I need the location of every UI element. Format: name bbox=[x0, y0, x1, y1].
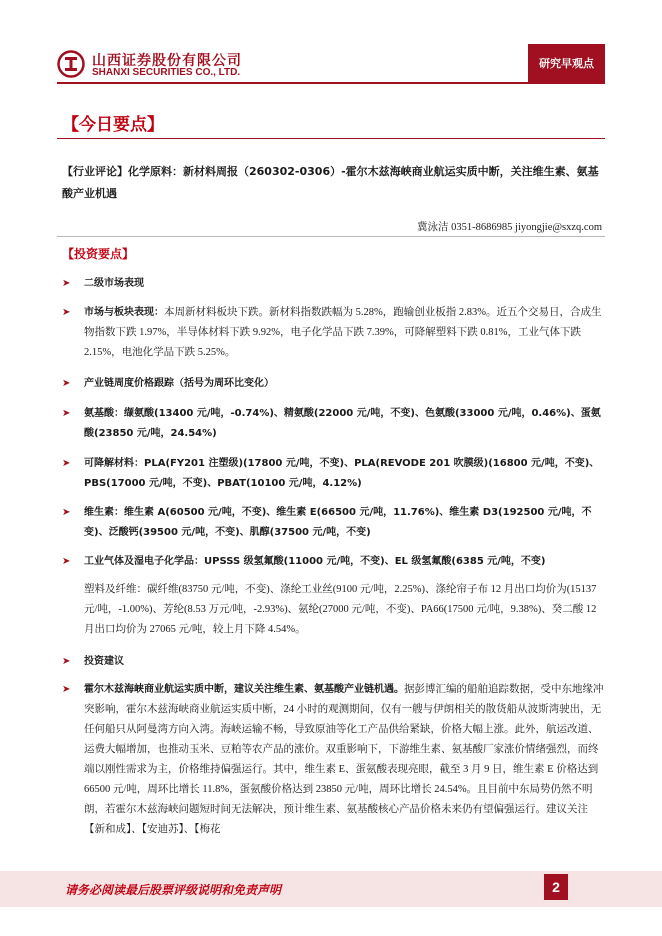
headline: 【行业评论】化学原料：新材料周报（260302-0306）-霍尔木兹海峡商业航运实质中断，关注维生素、氨基酸产业机遇 bbox=[62, 165, 599, 200]
arrow-bullet-icon: ➤ bbox=[62, 458, 71, 469]
report-type-tab: 研究早观点 bbox=[528, 44, 605, 82]
bullet-heading: 市场与板块表现： bbox=[84, 307, 164, 318]
bullet-heading: 维生素：维生素 A(60500 元/吨，不变)、维生素 E(66500 元/吨，11.76%)、维生素 D3(192500 元/吨，不变)、泛酸钙(39500 元/吨，不变)、肌醇(37500 元/吨，不变) bbox=[84, 507, 592, 538]
bullet-heading: 氨基酸：缬氨酸(13400 元/吨，-0.74%)、精氨酸(22000 元/吨，不变)、色氨酸(33000 元/吨，0.46%)、蛋氨酸(23850 元/吨，24.54%) bbox=[84, 408, 601, 439]
arrow-bullet-icon: ➤ bbox=[62, 684, 71, 695]
bullet-item bbox=[62, 552, 607, 572]
bullet-text: 据彭博汇编的船舶追踪数据，受中东地缘冲突影响，霍尔木兹海峡商业航运实质中断，24 小时的观测期间，仅有一艘与伊朗相关的散货船从波斯湾驶出，无任何船只从阿曼湾方向入湾。海峡运输不畅，导致原油等化工产品供给紧缺，价格大幅上涨。此外，航运改道、运费大幅增加，也推动玉米、豆粕等农产品的涨价。双重影响下，下游维生素、氨基酸厂家涨价情绪强烈，而终端以刚性需求为主，价格维持偏强运行。其中，维生素 E、蛋氨酸表现亮眼，截至 3 月 9 日，维生素 E 价格达到 66500 元/吨，周环比增长 11.8%，蛋氨酸价格达到 23850 元/吨，周环比增长 24.54%。且目前中东局势仍然不明朗，若霍尔木兹海峡问题短时间无法解决，预计维生素、氨基酸核心产品价格未来仍有望偏强运行。建议关注【新和成】、【安迪苏】、【梅花 bbox=[84, 684, 604, 835]
page-number: 2 bbox=[544, 874, 568, 900]
header-divider bbox=[57, 82, 605, 84]
plain-paragraph bbox=[62, 580, 607, 640]
bullet-item bbox=[62, 374, 607, 394]
arrow-bullet-icon: ➤ bbox=[62, 656, 71, 667]
footer-disclaimer: 请务必阅读最后股票评级说明和免责声明 bbox=[65, 883, 282, 897]
bullet-heading: 二级市场表现 bbox=[84, 278, 144, 289]
title-divider bbox=[57, 138, 605, 139]
bullet-item bbox=[62, 652, 607, 672]
bullet-heading: 可降解材料：PLA(FY201 注塑级)(17800 元/吨，不变)、PLA(REVODE 201 吹膜级)(16800 元/吨，不变)、PBS(17000 元/吨，不变)、PBAT(10100 元/吨，4.12%) bbox=[84, 458, 600, 489]
bullet-heading: 投资建议 bbox=[84, 656, 124, 667]
author-contact: 冀泳洁 0351-8686985 jiyongjie@sxzq.com bbox=[417, 222, 602, 233]
bullet-text: 本周新材料板块下跌。新材料指数跌幅为 5.28%，跑输创业板指 2.83%。近五个交易日，合成生物指数下跌 1.97%，半导体材料下跌 9.92%，电子化学品下跌 7.39%，可降解塑料下跌 0.81%，工业气体下跌 2.15%，电池化学品下跌 5.25%。 bbox=[84, 307, 602, 358]
arrow-bullet-icon: ➤ bbox=[62, 307, 71, 318]
section-title: 【投资要点】 bbox=[62, 247, 135, 261]
company-logo bbox=[57, 50, 85, 78]
arrow-bullet-icon: ➤ bbox=[62, 408, 71, 419]
bullet-item bbox=[62, 503, 607, 543]
paragraph-text: 塑料及纤维：碳纤维(83750 元/吨，不变)、涤纶工业丝(9100 元/吨，2.25%)、涤纶帘子布 12 月出口均价为(15137 元/吨，-1.00%)、芳纶(8.53 万元/吨，-2.93%)、氨纶(27000 元/吨，不变)、PA66(17500 元/吨，9.38%)、癸二酸 12 月出口均价为 27065 元/吨，较上月下降 4.54%。 bbox=[84, 584, 597, 635]
bullet-item bbox=[62, 454, 607, 494]
bullet-heading: 霍尔木兹海峡商业航运实质中断，建议关注维生素、氨基酸产业链机遇。 bbox=[84, 684, 404, 695]
bullet-item bbox=[62, 404, 607, 444]
bullet-heading: 工业气体及湿电子化学品：UPSSS 级氢氟酸(11000 元/吨，不变)、EL 级氢氟酸(6385 元/吨，不变) bbox=[84, 556, 546, 567]
author-divider bbox=[57, 236, 605, 237]
arrow-bullet-icon: ➤ bbox=[62, 378, 71, 389]
bullet-item bbox=[62, 274, 607, 294]
arrow-bullet-icon: ➤ bbox=[62, 556, 71, 567]
arrow-bullet-icon: ➤ bbox=[62, 507, 71, 518]
bullet-item bbox=[62, 680, 607, 840]
page-title: 【今日要点】 bbox=[62, 115, 164, 135]
bullet-heading: 产业链周度价格跟踪（括号为周环比变化） bbox=[84, 378, 274, 389]
arrow-bullet-icon: ➤ bbox=[62, 278, 71, 289]
company-name-cn: 山西证券股份有限公司 bbox=[92, 53, 242, 69]
bullet-item bbox=[62, 303, 607, 363]
company-name-en: SHANXI SECURITIES CO., LTD. bbox=[92, 67, 241, 78]
